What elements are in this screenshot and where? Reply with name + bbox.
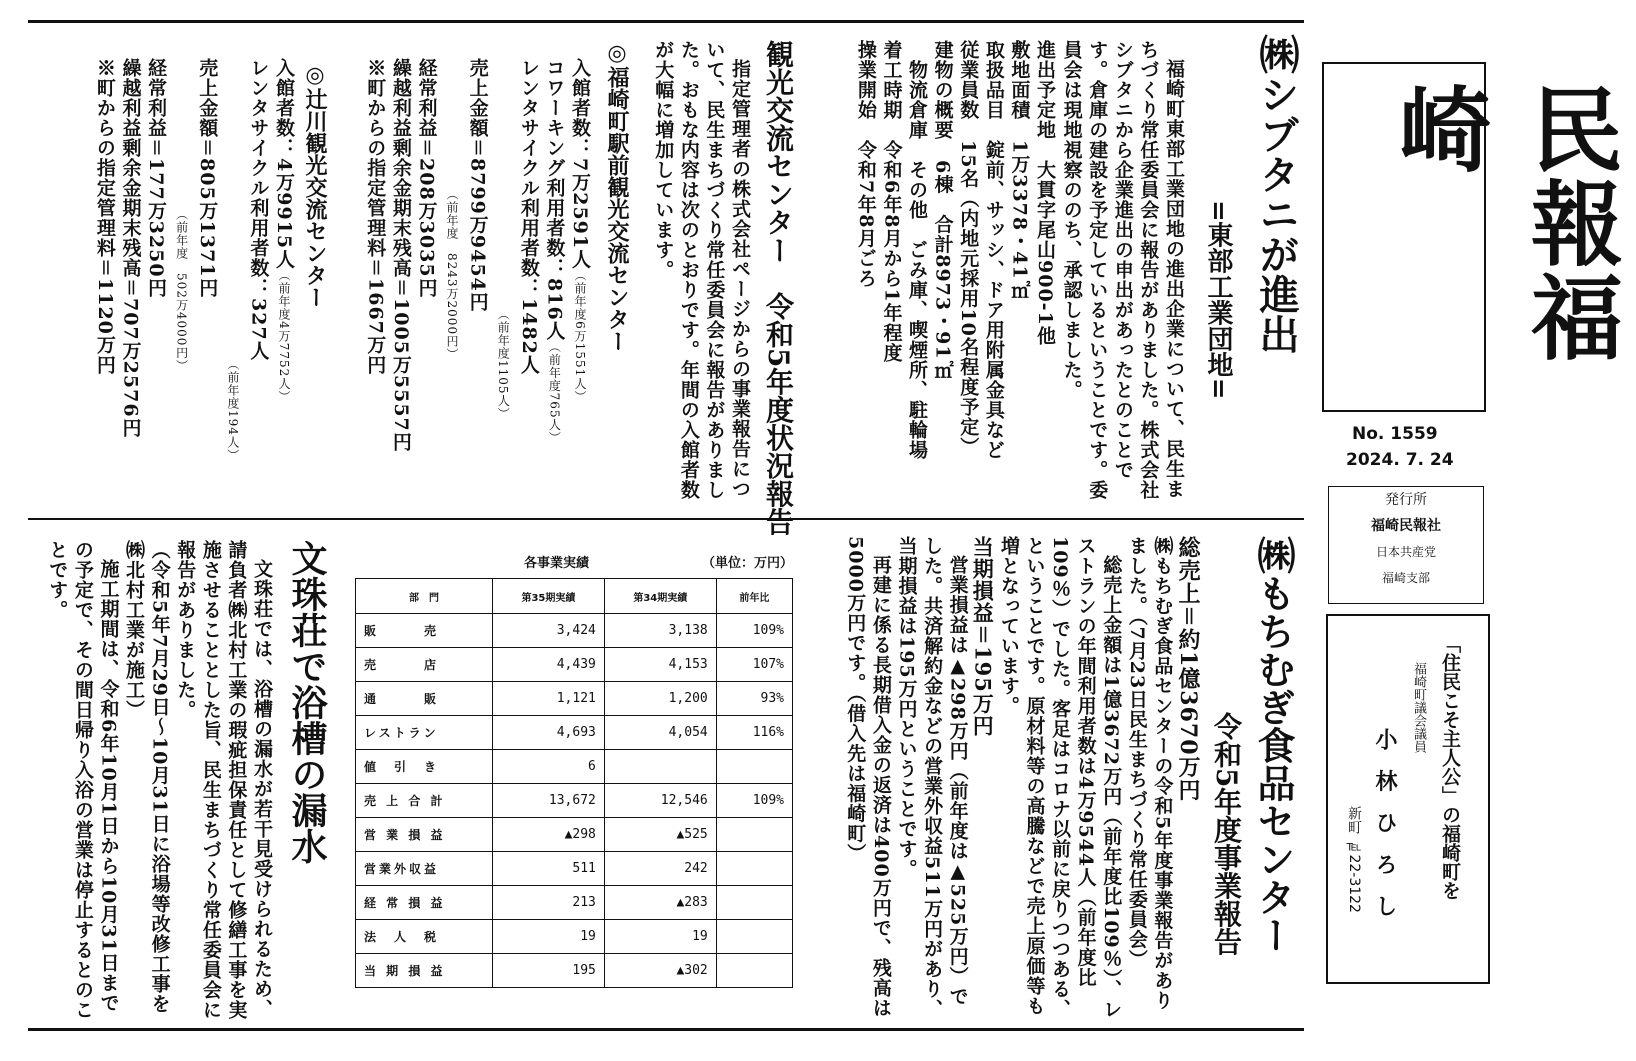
mochimugi-text: 再建に係る長期借入金の返済は400万円で、残高は5000万円です。（借入先は福崎町） (844, 536, 892, 1018)
sales-head: 総売上＝約1億3670万円 (1175, 536, 1201, 802)
detail-line: 建物の概要 6棟 合計8973・91㎡ (931, 40, 954, 380)
table-title: 各事業実績 (524, 556, 590, 571)
table-row: 売 店 4,439 4,153 107% (356, 648, 793, 682)
stat-line: ※町からの指定管理料＝1667万円 (364, 58, 387, 375)
paper-title: 民報福崎 (1384, 82, 1624, 364)
middle-rule (28, 518, 1304, 520)
shibutani-text: 福崎町東部工業団地の進出企業について、民生まちづくり常任委員会に報告がありました。株式会社シブタニから企業進出の申出があったとのことです。倉庫の建設を予定しているということです。委員会は現地視察ののち、承認しました。 (1060, 40, 1185, 500)
monjuso-headline: 文珠荘で浴槽の漏水 (286, 540, 328, 864)
mochimugi-text: ㈱もちむぎ食品センターの令和5年度事業報告がありました。（7月23日民生まちづくり常任委員会） (1125, 536, 1174, 1011)
stat-line: コワーキング利用者数：816人（前年度765人） (543, 58, 566, 445)
mochimugi-body (808, 536, 1200, 1022)
issue-number: No. 1559 (1352, 424, 1438, 444)
tsujikawa-section-title: ◎辻川観光交流センター (302, 62, 328, 308)
table-row: 通 販 1,121 1,200 93% (356, 682, 793, 716)
detail-line: 敷地面積 1万3378・41㎡ (1008, 40, 1031, 300)
stat-line: （前年度 502万4000円） (174, 208, 189, 373)
ad-role: 福崎町議会議員 (1411, 662, 1426, 753)
table-header: 前年比 (716, 579, 792, 614)
masthead-box (1322, 62, 1624, 412)
stat-line: 繰越利益剰余金期末残高＝1005万5557円 (389, 58, 412, 452)
stat-line: 入館者数：7万2591人（前年度6万1551人） (569, 58, 591, 404)
stat-line: 経常利益＝208万3035円 (415, 58, 438, 298)
ad-address: 新町 ℡22-3122 (1346, 806, 1362, 913)
stat-line: レンタサイクル利用者数：1482人 (517, 58, 540, 375)
table-header-row (356, 579, 793, 614)
table-row: 営 業 損 益 ▲298 ▲525 (356, 818, 793, 852)
table-row: 売 上 合 計 13,672 12,546 109% (356, 784, 793, 818)
publisher-line: 日本共産党 (1375, 545, 1436, 559)
fukusaki-section-title: ◎福崎町駅前観光交流センター (604, 40, 630, 352)
mochimugi-headline: ㈱もちむぎ食品センター (1251, 536, 1296, 954)
detail-line: 物流倉庫 その他 ごみ庫、喫煙所、駐輪場 (906, 40, 929, 460)
ad-name: 小 林 ひ ろ し (1372, 728, 1397, 923)
detail-line: 進出予定地 大貫字尾山900-1他 (1034, 40, 1056, 346)
bottom-rule (28, 1028, 1304, 1031)
publisher-line: 福崎民報社 (1371, 518, 1441, 534)
kanko-intro (640, 40, 752, 518)
table-header: 部 門 (356, 579, 493, 614)
kanko-headline: 観光交流センター 令和5年度状況報告 (762, 40, 795, 536)
stat-line: （前年度1105人） (496, 308, 511, 421)
publisher-line: 発行所 (1385, 492, 1427, 508)
detail-line: 従業員数 15名（内地元採用10名程度予定） (957, 40, 980, 457)
table-row: 販 売 3,424 3,138 109% (356, 614, 793, 648)
mochimugi-text: 営業損益は▲298万円（前年度は▲525万円）でした。共済解約金などの営業外収益511万円があり、当期損益は195万円ということです。 (895, 536, 969, 1019)
monjuso-body (30, 540, 274, 1022)
stat-line: ※町からの指定管理料＝1120万円 (93, 58, 116, 375)
table-row: 営業外収益 511 242 (356, 852, 793, 886)
stat-line: （前年度 8243万2000円） (445, 188, 460, 362)
monjuso-text: 施工期間は、令和6年10月1日から10月31日までの予定で、その間日帰り入浴の営業は停止するとのことです。 (46, 540, 120, 1020)
monjuso-text: 文珠荘では、浴槽の漏水が若干見受けられるため、請負者㈱北村工業の瑕疵担保責任として修繕工事を実施させることとした旨、民生まちづくり常任委員会に報告がありました。 (174, 540, 273, 1020)
ad-slogan: 「住民こそ主人公」の福崎町を (1439, 634, 1461, 900)
stat-line: 売上金額＝805万1371円 (196, 58, 219, 298)
tsujikawa-stats (60, 58, 296, 518)
detail-line: 取扱品目 錠前、サッシ、ドア用附属金具など (982, 40, 1005, 460)
mochimugi-subhead: 令和5年度事業報告 (1210, 712, 1243, 956)
stat-line: レンタサイクル利用者数：327人 (247, 58, 270, 361)
table-row: 経 常 損 益 213 ▲283 (356, 886, 793, 920)
publisher-line: 福崎支部 (1381, 571, 1430, 585)
stat-line: 売上金額＝8799万9454円 (466, 58, 489, 312)
stat-line: 経常利益＝177万3250円 (145, 58, 168, 298)
table-row: レストラン 4,693 4,054 116% (356, 716, 793, 750)
stat-line: 繰越利益剰余金期末残高＝707万2576円 (119, 58, 142, 438)
table-unit: （単位：万円） (702, 556, 794, 571)
stat-line: （前年度194人） (225, 358, 240, 462)
profit-head: 当期損益＝195万円 (970, 536, 996, 737)
shibutani-body (1058, 40, 1186, 518)
monjuso-text: （令和5年7月29日～10月31日に浴場等改修工事を㈱北村工業が施工） (123, 540, 171, 1014)
shibutani-details (827, 40, 1057, 518)
table-header: 第34期実績 (604, 579, 716, 614)
advertisement (1326, 614, 1490, 984)
table-row: 法 人 税 19 19 (356, 920, 793, 954)
results-table (355, 578, 793, 988)
kanko-intro-text: 指定管理者の株式会社ページからの事業報告について、民生まちづくり常任委員会に報告がありました。おもな内容は次のとおりです。年間の入館者数が大幅に増加しています。 (652, 40, 751, 500)
shibutani-subhead: =東部工業団地= (1203, 200, 1233, 400)
stat-line: 入館者数：4万9915人（前年度4万7752人） (273, 58, 295, 404)
shibutani-headline: ㈱シブタニが進出 (1253, 34, 1300, 354)
fukusaki-stats (360, 58, 592, 518)
table-row: 当 期 損 益 195 ▲302 (356, 954, 793, 988)
issue-date: 2024. 7. 24 (1346, 450, 1454, 470)
detail-line: 着工時期 令和6年8月から1年程度 (880, 40, 903, 363)
table-row: 値 引 き 6 (356, 750, 793, 784)
publisher-box (1328, 486, 1484, 604)
top-rule (28, 20, 1304, 23)
table-header: 第35期実績 (493, 579, 605, 614)
mochimugi-text: 総売上金額は1億3672万円（前年度比109％）、レストランの年間利用者数は4万9544人（前年度比109％）でした。客足はコロナ以前に戻りつつある、ということです。原材料等の高騰などで売上原価等も増となっています。 (997, 536, 1123, 1020)
detail-line: 操業開始 令和7年8月ごろ (854, 40, 877, 289)
